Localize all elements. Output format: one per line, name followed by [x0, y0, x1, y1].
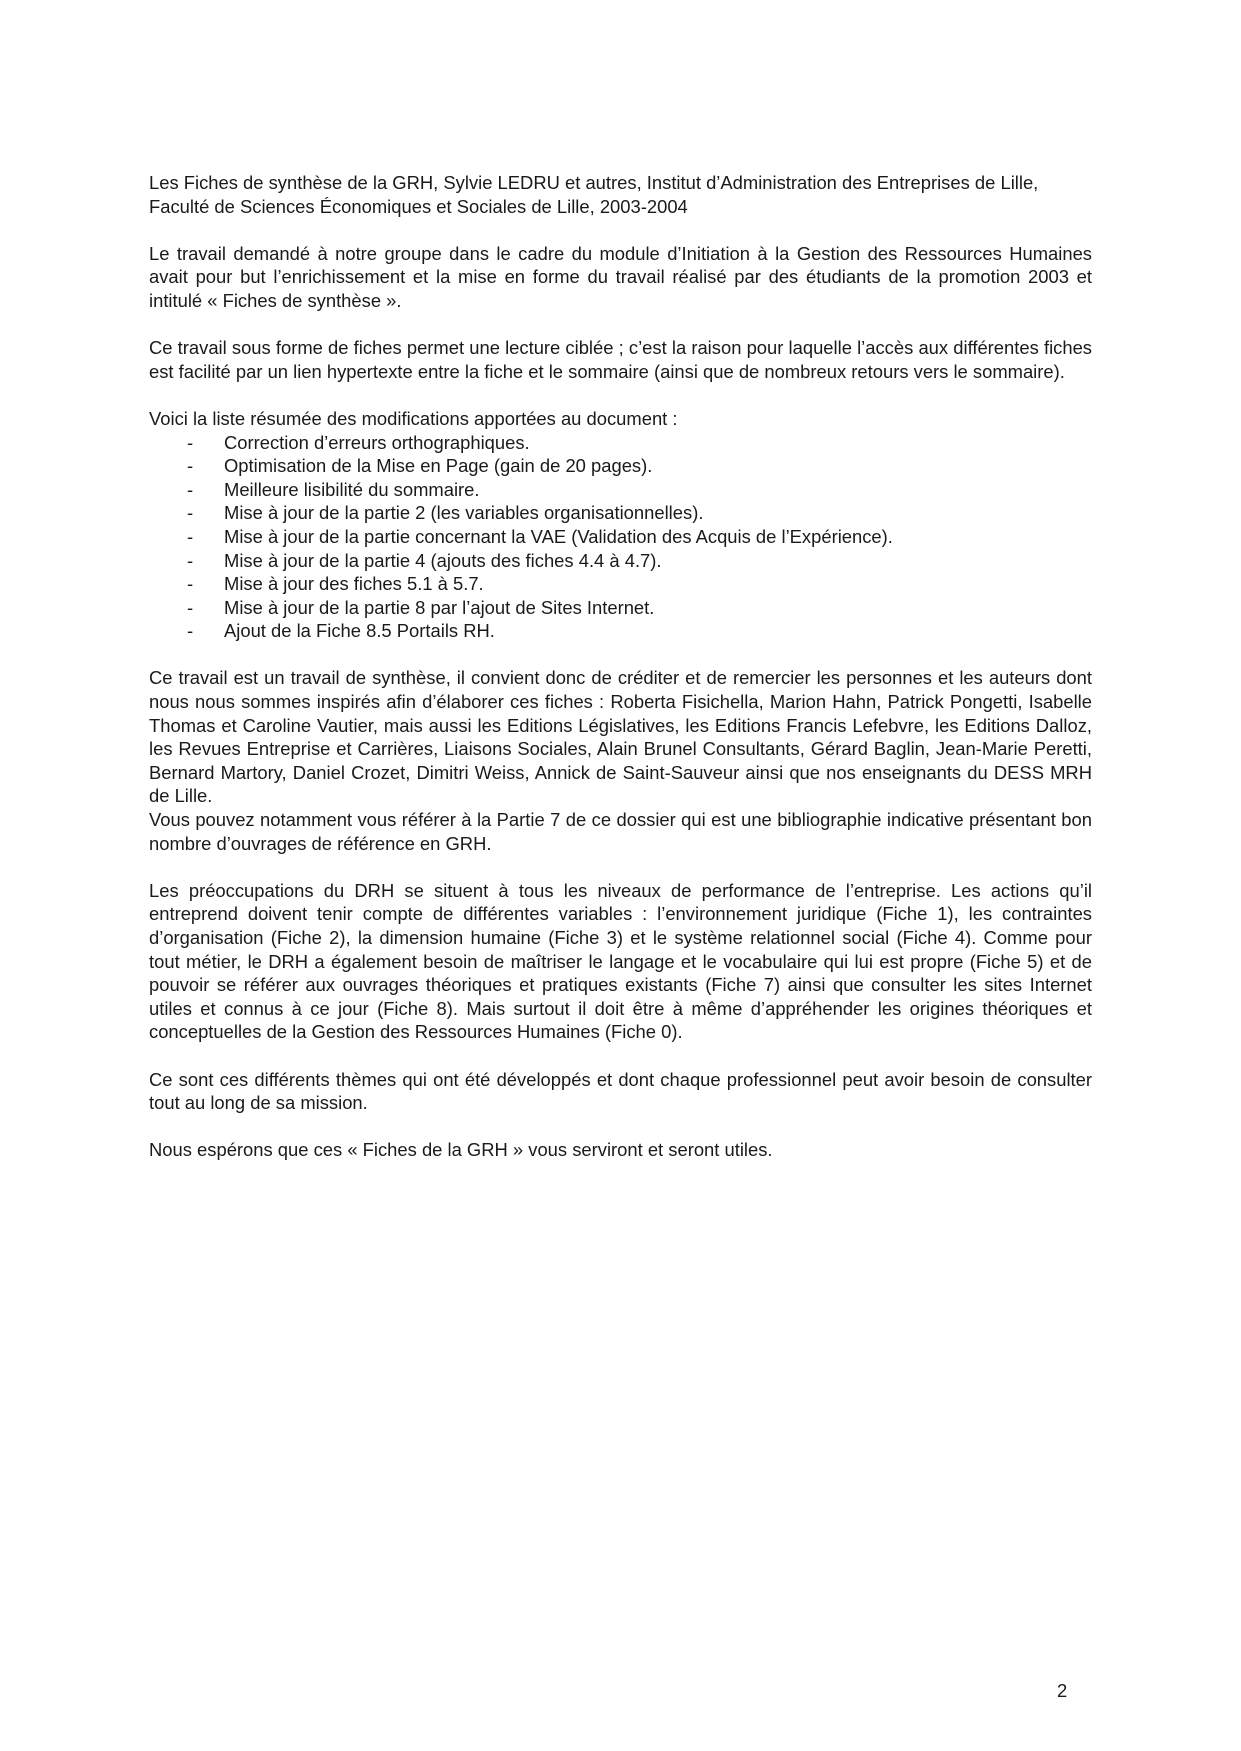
- list-item-text: Optimisation de la Mise en Page (gain de 20 pages).: [224, 455, 653, 477]
- closing-paragraph: Nous espérons que ces « Fiches de la GRH » vous serviront et seront utiles.: [149, 1139, 773, 1161]
- modifications-list: [149, 431, 1092, 643]
- document-body: [149, 171, 1092, 1186]
- list-item-text: Mise à jour de la partie concernant la VAE (Validation des Acquis de l’Expérience).: [224, 525, 893, 547]
- reading-paragraph: Ce travail sous forme de fiches permet une lecture ciblée ; c’est la raison pour laquelle l’accès aux différentes fiches est facilité par un lien hypertexte entre la fiche et le sommaire (ainsi que de nombreux retours vers le sommaire).: [149, 337, 1092, 382]
- list-item: [149, 572, 1092, 596]
- modifications-intro: Voici la liste résumée des modifications apportées au document :: [149, 407, 678, 429]
- list-item-text: Mise à jour de la partie 2 (les variables organisationnelles).: [224, 502, 704, 524]
- list-dash: -: [187, 620, 194, 642]
- intro-paragraph: Le travail demandé à notre groupe dans le cadre du module d’Initiation à la Gestion des Ressources Humaines avait pour but l’enrichissement et la mise en forme du travail réalisé par des étudiants de la promotion 2003 et intitulé « Fiches de synthèse ».: [149, 242, 1092, 311]
- list-item: [149, 549, 1092, 573]
- bibliography-paragraph: Vous pouvez notamment vous référer à la Partie 7 de ce dossier qui est une bibliographie indicative présentant bon nombre d’ouvrages de référence en GRH.: [149, 809, 1092, 854]
- list-item-text: Mise à jour des fiches 5.1 à 5.7.: [224, 573, 484, 595]
- list-item-text: Correction d’erreurs orthographiques.: [224, 431, 530, 453]
- list-dash: -: [187, 431, 194, 453]
- list-item-text: Ajout de la Fiche 8.5 Portails RH.: [224, 620, 495, 642]
- list-item: [149, 454, 1092, 478]
- list-item: [149, 596, 1092, 620]
- list-item: [149, 619, 1092, 643]
- list-dash: -: [187, 573, 194, 595]
- list-item: [149, 431, 1092, 455]
- citation-paragraph: Les Fiches de synthèse de la GRH, Sylvie LEDRU et autres, Institut d’Administration des Entreprises de Lille, Faculté de Sciences Économiques et Sociales de Lille, 2003-2004: [149, 172, 1039, 217]
- themes-paragraph: Ce sont ces différents thèmes qui ont été développés et dont chaque professionnel peut avoir besoin de consulter tout au long de sa mission.: [149, 1068, 1092, 1114]
- credits-paragraph: Ce travail est un travail de synthèse, il convient donc de créditer et de remercier les personnes et les auteurs dont nous nous sommes inspirés afin d’élaborer ces fiches : Roberta Fisichella, Marion Hahn, Patrick Pongetti, Isabelle Thomas et Caroline Vautier, mais aussi les Editions Législatives, les Editions Francis Lefebvre, les Editions Dalloz, les Revues Entreprise et Carrières, Liaisons Sociales, Alain Brunel Consultants, Gérard Baglin, Jean-Marie Peretti, Bernard Martory, Daniel Crozet, Dimitri Weiss, Annick de Saint-Sauveur ainsi que nos enseignants du DESS MRH de Lille.: [149, 667, 1092, 807]
- list-dash: -: [187, 455, 194, 477]
- list-item: [149, 525, 1092, 549]
- concerns-paragraph: Les préoccupations du DRH se situent à tous les niveaux de performance de l’entreprise. Les actions qu’il entreprend doivent tenir compte de différentes variables : l’environnement juridique (Fiche 1), les contraintes d’organisation (Fiche 2), la dimension humaine (Fiche 3) et le système relationnel social (Fiche 4). Comme pour tout métier, le DRH a également besoin de maîtriser le langage et le vocabulaire qui lui est propre (Fiche 5) et de pouvoir se référer aux ouvrages théoriques et pratiques existants (Fiche 7) ainsi que consulter les sites Internet utiles et connus à ce jour (Fiche 8). Mais surtout il doit être à même d’appréhender les origines théoriques et conceptuelles de la Gestion des Ressources Humaines (Fiche 0).: [149, 879, 1092, 1043]
- list-item-text: Mise à jour de la partie 4 (ajouts des fiches 4.4 à 4.7).: [224, 549, 662, 571]
- list-dash: -: [187, 596, 194, 618]
- list-dash: -: [187, 478, 194, 500]
- list-dash: -: [187, 502, 194, 524]
- page-number: 2: [1057, 1680, 1068, 1701]
- list-item-text: Mise à jour de la partie 8 par l’ajout de Sites Internet.: [224, 596, 655, 618]
- list-item: [149, 501, 1092, 525]
- list-dash: -: [187, 549, 194, 571]
- list-item: [149, 478, 1092, 502]
- list-item-text: Meilleure lisibilité du sommaire.: [224, 478, 480, 500]
- list-dash: -: [187, 525, 194, 547]
